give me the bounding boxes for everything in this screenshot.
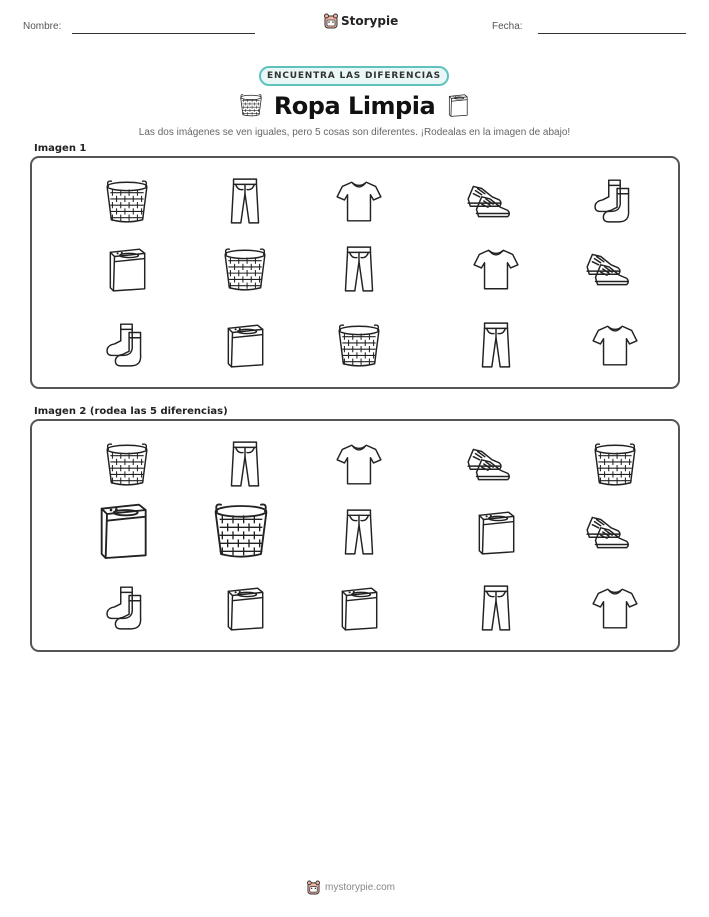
sneakers-icon [464,176,514,226]
washer-icon[interactable] [91,498,155,562]
name-line[interactable] [72,33,255,34]
tshirt-icon[interactable] [334,439,384,489]
brand-logo [324,13,398,29]
basket-icon [220,244,270,294]
brand-name: Storypie [341,14,399,28]
pants-icon[interactable] [334,507,384,557]
pants-icon [220,176,270,226]
page-title: Ropa Limpia [273,92,436,120]
socks-icon [102,320,152,370]
basket-icon[interactable] [209,498,273,562]
basket-icon [102,176,152,226]
date-line[interactable] [538,33,686,34]
image1-label: Imagen 1 [34,143,87,154]
basket-icon [334,320,384,370]
washer-icon [102,244,152,294]
instructions: Las dos imágenes se ven iguales, pero 5 cosas son diferentes. ¡Rodealas en la imagen de abajo! [138,127,571,138]
tshirt-icon[interactable] [590,583,640,633]
pants-icon[interactable] [471,583,521,633]
storypie-mascot-icon [307,880,320,895]
tshirt-icon [334,176,384,226]
pants-icon [334,244,384,294]
basket-icon[interactable] [590,439,640,489]
name-label: Nombre: [23,21,62,32]
pants-icon [471,320,521,370]
sneakers-icon[interactable] [583,507,633,557]
washer-icon[interactable] [220,583,270,633]
storypie-mascot-icon [324,13,338,29]
date-label: Fecha: [492,21,523,32]
washer-icon [220,320,270,370]
tshirt-icon [590,320,640,370]
socks-icon[interactable] [102,583,152,633]
footer [307,880,395,895]
washer-icon[interactable] [471,507,521,557]
socks-icon [590,176,640,226]
basket-icon[interactable] [102,439,152,489]
footer-site: mystorypie.com [325,882,396,893]
sneakers-icon [583,244,633,294]
washer-icon[interactable] [334,583,384,633]
activity-badge: ENCUENTRA LAS DIFERENCIAS [259,66,449,86]
image2-label: Imagen 2 (rodea las 5 diferencias) [34,406,228,417]
image2-panel[interactable] [30,419,680,652]
tshirt-icon [471,244,521,294]
pants-icon[interactable] [220,439,270,489]
washing-machine-icon [445,92,471,122]
sneakers-icon[interactable] [464,439,514,489]
image1-panel [30,156,680,389]
